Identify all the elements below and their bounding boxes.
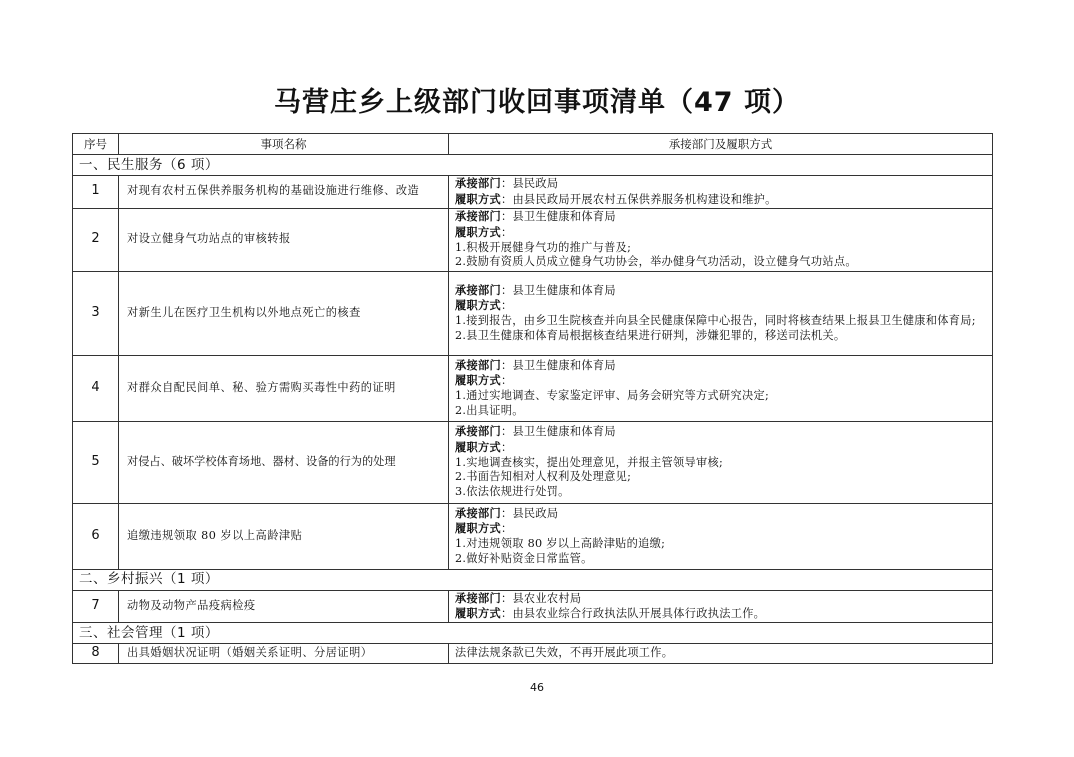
duty-value: ： xyxy=(500,374,513,388)
section-row xyxy=(73,623,993,644)
row-name: 出具婚姻状况证明（婚姻关系证明、分居证明） xyxy=(119,644,449,664)
duty-line: 2.书面告知相对人权利及处理意见; xyxy=(455,470,632,484)
row-method xyxy=(449,176,993,209)
dept-label: 承接部门 xyxy=(455,282,501,297)
dept-label: 承接部门 xyxy=(455,505,501,520)
duty-value: ： xyxy=(500,440,513,454)
row-number: 3 xyxy=(73,271,119,355)
dept-value: ：县农业农村局 xyxy=(500,591,582,605)
table-row xyxy=(73,271,993,355)
duty-line: 2.鼓励有资质人员成立健身气功协会，举办健身气功活动，设立健身气功站点。 xyxy=(455,255,857,269)
dept-value: ：县卫生健康和体育局 xyxy=(500,283,616,297)
duty-line: 1.实地调查核实，提出处理意见，并报主管领导审核; xyxy=(455,455,724,469)
table-row xyxy=(73,208,993,271)
duty-label: 履职方式 xyxy=(455,373,501,388)
row-name: 追缴违规领取 80 岁以上高龄津贴 xyxy=(119,503,449,569)
section-title: 三、社会管理（1 项） xyxy=(73,623,993,644)
row-name: 对新生儿在医疗卫生机构以外地点死亡的核查 xyxy=(119,271,449,355)
dept-value: ：县卫生健康和体育局 xyxy=(500,358,616,372)
row-number: 1 xyxy=(73,176,119,209)
row-number: 4 xyxy=(73,355,119,421)
table-row xyxy=(73,590,993,623)
row-method xyxy=(449,590,993,623)
duty-label: 履职方式 xyxy=(455,606,501,621)
duty-label: 履职方式 xyxy=(455,191,501,206)
row-name: 对群众自配民间单、秘、验方需购买毒性中药的证明 xyxy=(119,355,449,421)
duty-value: ： xyxy=(500,225,513,239)
header-name: 事项名称 xyxy=(119,134,449,155)
row-name: 动物及动物产品疫病检疫 xyxy=(119,590,449,623)
dept-label: 承接部门 xyxy=(455,590,501,605)
duty-value: ： xyxy=(500,522,513,536)
dept-label: 承接部门 xyxy=(455,209,501,223)
duty-line: 2.做好补贴资金日常监管。 xyxy=(455,551,593,565)
row-method xyxy=(449,421,993,503)
row-number: 5 xyxy=(73,421,119,503)
duty-label: 履职方式 xyxy=(455,521,501,536)
row-number: 8 xyxy=(73,644,119,664)
duty-line: 3.依法依规进行处罚。 xyxy=(455,485,570,499)
dept-label: 承接部门 xyxy=(455,424,501,439)
row-number: 6 xyxy=(73,503,119,569)
duty-line: 1.对违规领取 80 岁以上高龄津贴的追缴; xyxy=(455,537,666,551)
row-method xyxy=(449,355,993,421)
section-row xyxy=(73,569,993,590)
duty-line: 1.通过实地调查、专家鉴定评审、局务会研究等方式研究决定; xyxy=(455,389,770,403)
duty-line: 1.接到报告，由乡卫生院核查并向县全民健康保障中心报告，同时将核查结果上报县卫生健康和体育局; xyxy=(455,314,976,328)
dept-value: ：县民政局 xyxy=(500,506,559,520)
duty-label: 履职方式 xyxy=(455,224,501,239)
row-number: 2 xyxy=(73,208,119,271)
duty-line: 2.县卫生健康和体育局根据核查结果进行研判，涉嫌犯罪的，移送司法机关。 xyxy=(455,328,846,342)
row-method xyxy=(449,208,993,271)
section-title: 二、乡村振兴（1 项） xyxy=(73,569,993,590)
row-name: 对侵占、破坏学校体育场地、器材、设备的行为的处理 xyxy=(119,421,449,503)
row-name: 对设立健身气功站点的审核转报 xyxy=(119,208,449,271)
row-method xyxy=(449,271,993,355)
page-number: 46 xyxy=(530,681,544,694)
dept-label: 承接部门 xyxy=(455,357,501,372)
duty-value: ： xyxy=(500,299,513,313)
duty-line: 2.出具证明。 xyxy=(455,403,524,417)
table-row xyxy=(73,503,993,569)
table-row xyxy=(73,176,993,209)
dept-label: 承接部门 xyxy=(455,176,501,190)
items-table xyxy=(72,133,993,664)
duty-value: ：由县农业综合行政执法队开展具体行政执法工作。 xyxy=(500,607,766,621)
row-number: 7 xyxy=(73,590,119,623)
table-header-row xyxy=(73,134,993,155)
header-method: 承接部门及履职方式 xyxy=(449,134,993,155)
section-row xyxy=(73,155,993,176)
table-row xyxy=(73,355,993,421)
header-num: 序号 xyxy=(73,134,119,155)
duty-label: 履职方式 xyxy=(455,439,501,454)
duty-value: ：由县民政局开展农村五保供养服务机构建设和维护。 xyxy=(500,192,777,206)
dept-value: ：县卫生健康和体育局 xyxy=(500,210,616,223)
dept-value: ：县民政局 xyxy=(500,177,559,190)
section-title: 一、民生服务（6 项） xyxy=(73,155,993,176)
duty-line: 1.积极开展健身气功的推广与普及; xyxy=(455,240,632,254)
row-method: 法律法规条款已失效，不再开展此项工作。 xyxy=(449,644,993,664)
page-title: 马营庄乡上级部门收回事项清单（47 项） xyxy=(274,87,800,118)
duty-label: 履职方式 xyxy=(455,298,501,313)
row-method xyxy=(449,503,993,569)
row-name: 对现有农村五保供养服务机构的基础设施进行维修、改造 xyxy=(119,176,449,209)
table-row xyxy=(73,644,993,664)
table-row xyxy=(73,421,993,503)
dept-value: ：县卫生健康和体育局 xyxy=(500,425,616,439)
